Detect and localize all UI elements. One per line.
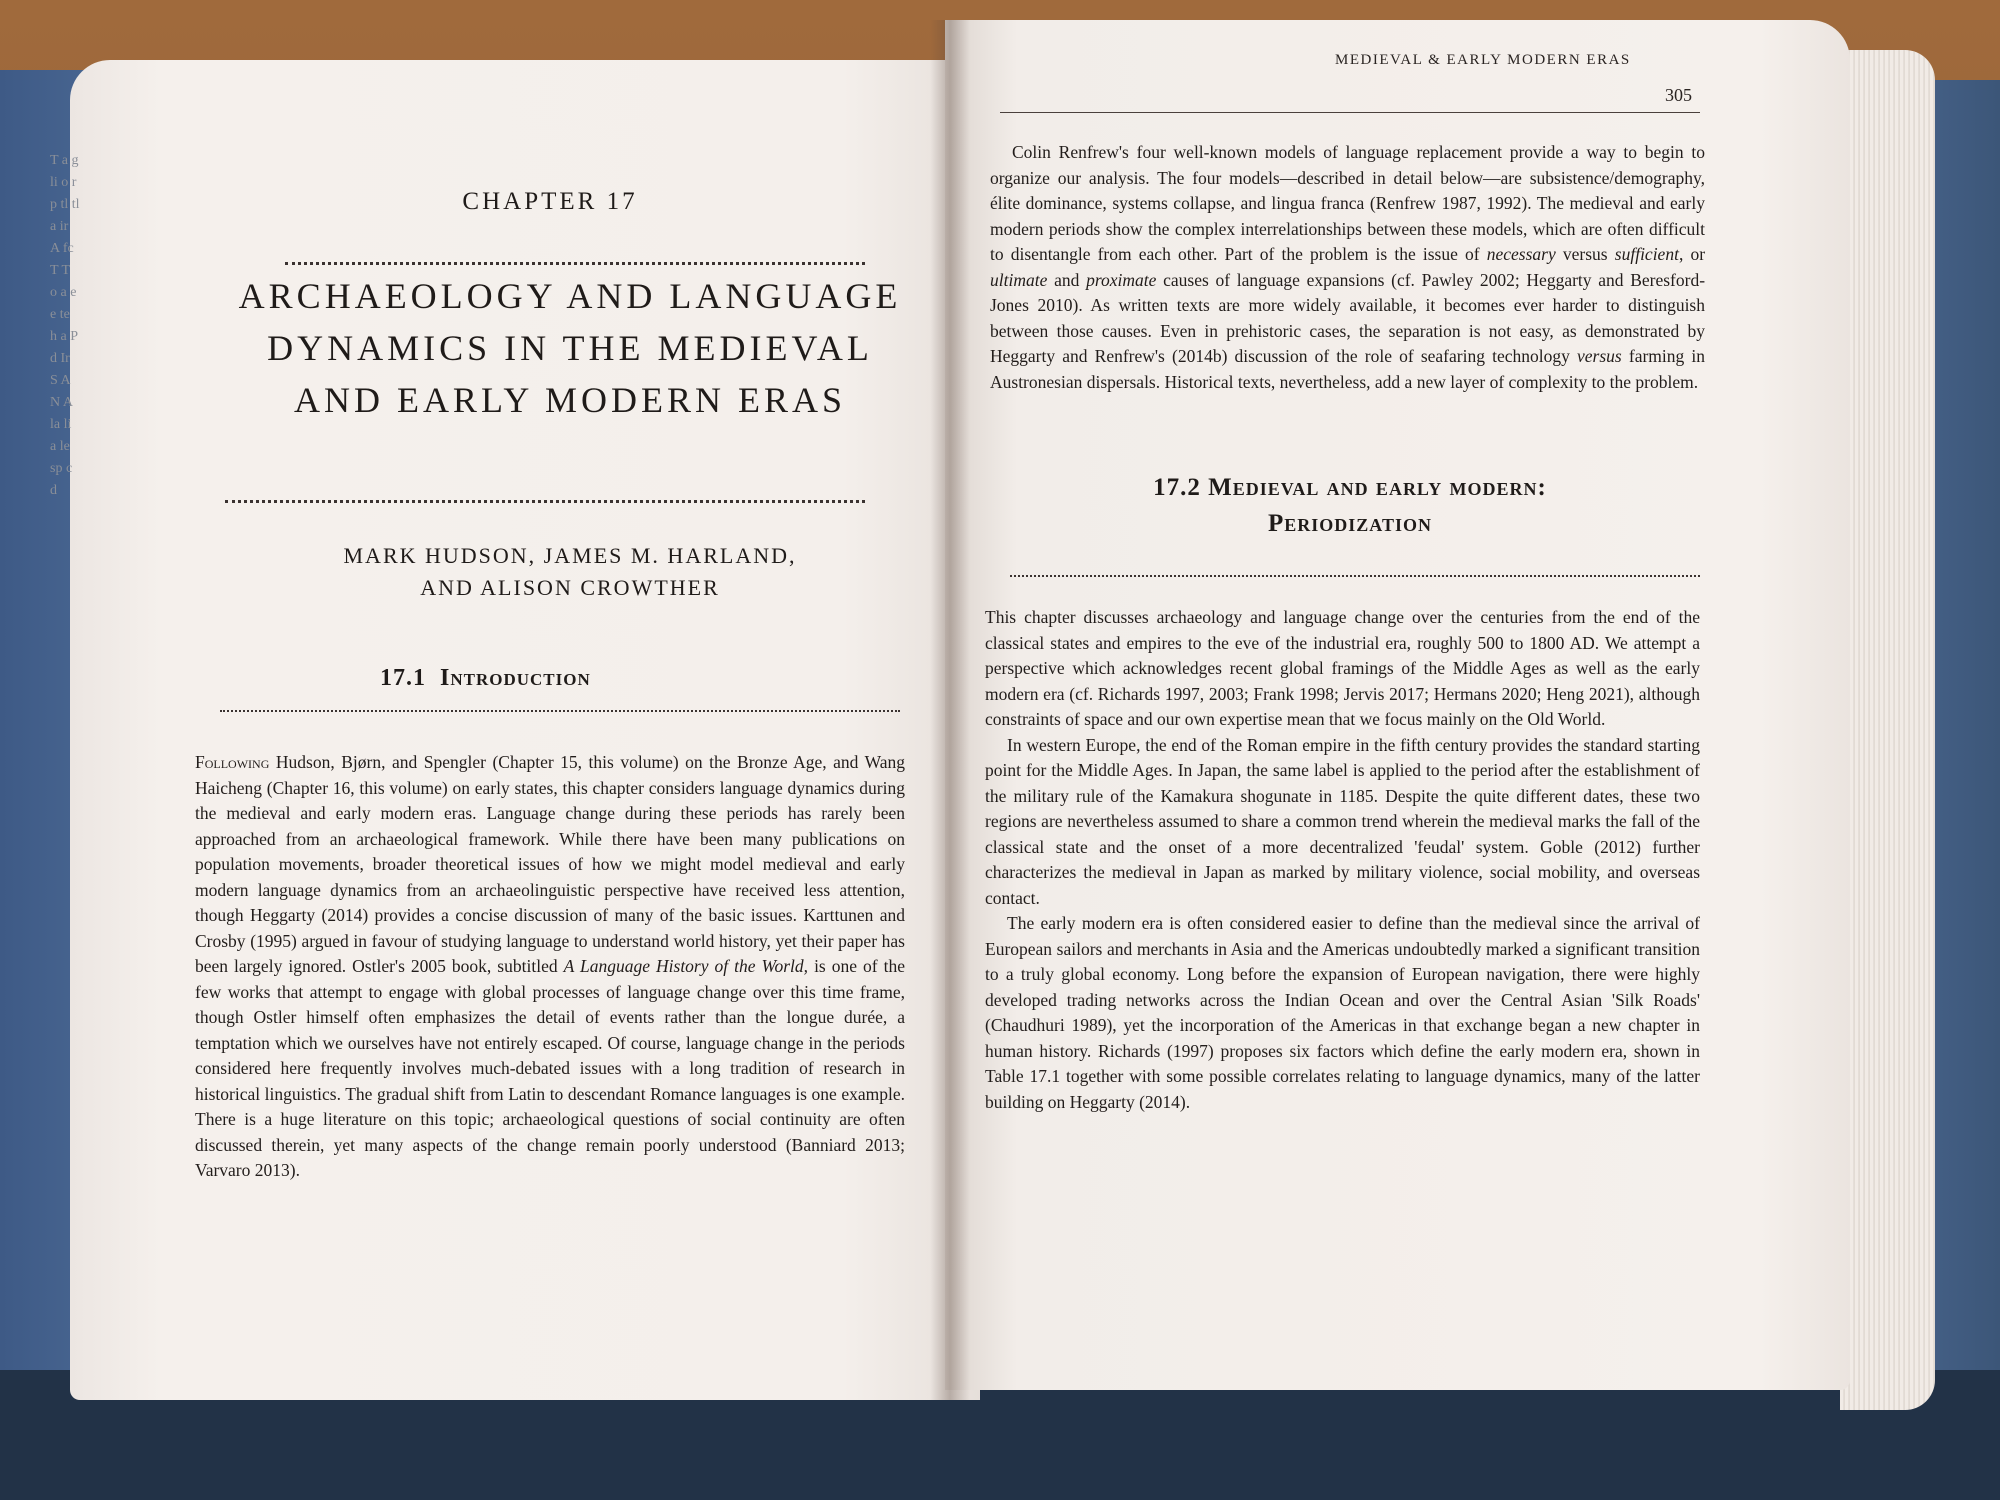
intro-paragraph (195, 750, 905, 1184)
previous-page-edge-text: T a g li o r p tl tl a ir A fc T T o a e e te h a P d Ir S A N A la li a le sp c d (50, 153, 80, 498)
section-title: Introduction (440, 665, 591, 691)
header-rule (1000, 112, 1700, 113)
running-head: MEDIEVAL & EARLY MODERN ERAS (1335, 52, 1631, 68)
chapter-authors (260, 540, 880, 604)
authors-line-1: MARK HUDSON, JAMES M. HARLAND, (343, 543, 797, 568)
authors-line-2: AND ALISON CROWTHER (420, 575, 720, 600)
term-necessary: necessary (1486, 244, 1556, 264)
word-and: and (1054, 269, 1080, 290)
section-rule-intro (220, 710, 900, 712)
term-ultimate: ultimate (990, 269, 1048, 290)
chapter-rule-top (285, 262, 865, 265)
section-heading-periodization (1040, 470, 1660, 542)
renfrew-text-b: causes of language expansions (cf. Pawley 2002; Heggarty and Beresford-Jones 2010). As written texts are more widely available, it becomes ever harder to distinguish between those causes. Even in prehistoric cases, the separation is not easy, as demonstrated by Heggarty and Renfrew's (2014b) discussion of the role of seafaring technology (990, 269, 1706, 366)
section2-line2: Periodization (1268, 510, 1432, 537)
word-versus-1: versus (1562, 244, 1608, 264)
section-number: 17.1 (380, 665, 426, 691)
renfrew-text-c: farming in Austronesian dispersals. Historical texts, nevertheless, add a new layer of complexity to the problem. (990, 346, 1706, 392)
word-or: , or (1678, 244, 1706, 264)
periodization-paragraph-2: In western Europe, the end of the Roman empire in the fifth century provides the standard starting point for the Middle Ages. In Japan, the same label is applied to the period after the establishment of the military rule of the Kamakura shogunate in 1185. Despite the quite different dates, these two regions are nevertheless assumed to share a common trend wherein the medieval marks the fall of the classical state and the onset of a more decentralized 'feudal' system. Goble (2012) further characterizes the medieval in Japan as marked by military violence, social mobility, and overseas contact. (985, 734, 1700, 908)
intro-text-part1: Hudson, Bjørn, and Spengler (Chapter 15, this volume) on the Bronze Age, and Wang Haicheng (Chapter 16, this volume) on early states, this chapter considers language dynamics during the medieval and early modern eras. Language change during these periods has rarely been approached from an archaeological framework. While there have been many publications on population movements, broader theoretical issues of how we might model medieval and early modern language dynamics from an archaeolinguistic perspective have received less attention, though Heggarty (2014) provides a concise discussion of many of the basic issues. Karttunen and Crosby (1995) argued in favour of studying language to understand world history, yet their paper has been largely ignored. Ostler's 2005 book, subtitled (195, 752, 906, 976)
periodization-paragraph-3: The early modern era is often considered easier to define than the medieval since the arrival of European sailors and merchants in Asia and the Americas undoubtedly marked a significant transition to a truly global economy. Long before the expansion of European navigation, there were highly developed trading networks across the Indian Ocean and over the Central Asian 'Silk Roads' (Chaudhuri 1989), yet the incorporation of the Americas in that exchange began a new chapter in human history. Richards (1997) proposes six factors which define the early modern era, shown in Table 17.1 together with some possible correlates relating to language dynamics, many of the latter building on Heggarty (2014). (985, 913, 1700, 1112)
term-sufficient: sufficient (1614, 244, 1679, 264)
renfrew-paragraph (990, 140, 1705, 395)
section-heading-intro (380, 665, 880, 692)
page-number: 305 (1665, 85, 1692, 105)
book-gutter (930, 20, 970, 1400)
chapter-title: ARCHAEOLOGY AND LANGUAGE DYNAMICS IN THE MEDIEVAL AND EARLY MODERN ERAS (238, 276, 902, 420)
section2-line1: 17.2 Medieval and early modern: (1153, 474, 1547, 501)
renfrew-text-a: Colin Renfrew's four well-known models of language replacement provide a way to begin to organize our analysis. The four models—described in detail below—are subsistence/demography, élite dominance, systems collapse, and lingua franca (Renfrew 1987, 1992). The medieval and early modern periods show the complex interrelationships between these models, which are often difficult to disentangle from each other. Part of the problem is the issue of (990, 142, 1705, 264)
word-versus-2: versus (1577, 346, 1622, 366)
chapter-label: CHAPTER 17 (462, 188, 638, 215)
periodization-text (985, 605, 1700, 1115)
left-page (70, 60, 980, 1400)
book-title: A Language History of the World, (563, 956, 809, 976)
intro-text-part2: is one of the few works that attempt to engage with global processes of language change over this time frame, though Ostler himself often emphasizes the detail of events rather than the longue durée, a temptation which we ourselves have not entirely escaped. Of course, language change in the periods considered here frequently involves much-debated issues with a long tradition of research in historical linguistics. The gradual shift from Latin to descendant Romance languages is one example. There is a huge literature on this topic; archaeological questions of social continuity are often discussed therein, yet many aspects of the change remain poorly understood (Banniard 2013; Varvaro 2013). (195, 956, 905, 1180)
drop-word: Following (195, 752, 270, 772)
periodization-paragraph-1: This chapter discusses archaeology and language change over the centuries from the end of the classical states and empires to the eve of the industrial era, roughly 500 to 1800 AD. We attempt a perspective which acknowledges recent global framings of the Middle Ages as well as the early modern era (cf. Richards 1997, 2003; Frank 1998; Jervis 2017; Hermans 2020; Heng 2021), although constraints of space and our own expertise mean that we focus mainly on the Old World. (985, 607, 1700, 729)
page-stack-edges (1840, 50, 1935, 1410)
section-rule-periodization (1010, 575, 1700, 577)
term-proximate: proximate (1086, 269, 1157, 290)
chapter-rule-bottom (225, 500, 865, 503)
